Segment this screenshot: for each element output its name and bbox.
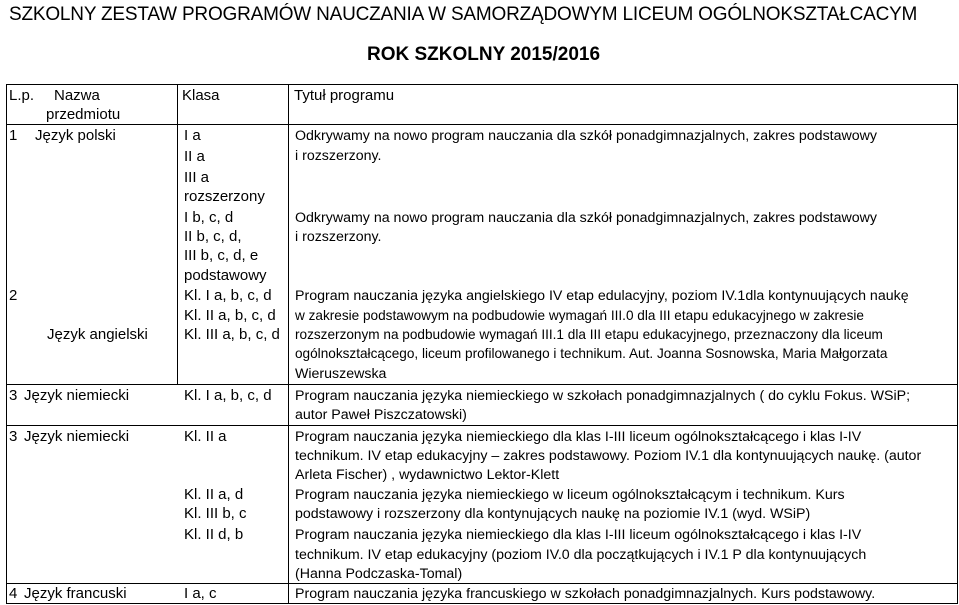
row-number: 3	[9, 428, 18, 445]
table-border-right	[957, 84, 958, 604]
table-row-divider	[6, 384, 958, 385]
class-list-item: II a	[184, 148, 205, 165]
class-list-item: rozszerzony	[184, 188, 265, 205]
column-header-class: Klasa	[182, 87, 220, 104]
column-header-subject-line1: Nazwa	[54, 87, 100, 104]
row-number: 1	[9, 127, 18, 144]
subject-name: Język francuski	[24, 585, 127, 602]
class-list-item: II b, c, d,	[184, 228, 242, 245]
program-title-line: ogólnokształcącego, liceum profilowanego i technikum. Aut. Joanna Sosnowska, Maria Małgorzata	[295, 346, 888, 361]
column-header-subject-line2: przedmiotu	[46, 106, 121, 123]
program-title-line: Odkrywamy na nowo program nauczania dla szkół ponadgimnazjalnych, zakres podstawowy	[295, 128, 877, 144]
program-title-line: i rozszerzony.	[295, 229, 382, 245]
class-list-item: Kl. II a, d	[184, 486, 244, 503]
class-list-item: Kl. III a, b, c, d	[184, 326, 280, 343]
table-row-divider	[6, 425, 958, 426]
program-title-line: Program nauczania języka niemieckiego w szkołach ponadgimnazjalnych ( do cyklu Fokus. WSiP;	[295, 388, 911, 404]
row-number: 3	[9, 387, 18, 404]
class-list-item: III b, c, d, e	[184, 247, 259, 264]
program-title-line: technikum. IV etap edukacyjny – zakres podstawowy. Poziom IV.1 dla kontynuujących naukę. (autor	[295, 448, 922, 464]
class-list-item: I a, c	[184, 585, 217, 602]
table-border-left	[6, 84, 7, 604]
subject-name: Język polski	[35, 127, 116, 144]
column-header-program-title: Tytuł programu	[294, 87, 395, 104]
column-header-lp: L.p.	[9, 87, 35, 104]
table-header-divider	[6, 124, 958, 125]
class-list-item: Kl. I a, b, c, d	[184, 287, 272, 304]
program-title-line: Program nauczania języka niemieckiego w liceum ogólnokształcącym i technikum. Kurs	[295, 487, 845, 503]
program-title-line: Wieruszewska	[295, 366, 387, 382]
class-list-item: I a	[184, 127, 201, 144]
class-list-item: Kl. II d, b	[184, 526, 244, 543]
program-title-line: Program nauczania języka francuskiego w szkołach ponadgimnazjalnych. Kurs podstawowy.	[295, 586, 876, 602]
program-title-line: Arleta Fischer) , wydawnictwo Lektor-Klett	[295, 467, 560, 483]
subject-name: Język angielski	[47, 326, 148, 343]
table-column-divider	[177, 84, 178, 384]
program-title-line: technikum. IV etap edukacyjny (poziom IV.0 dla początkujących i IV.1 P dla kontynuujących	[295, 547, 867, 563]
program-title-line: w zakresie podstawowym na podbudowie wymagań III.0 dla III etapu edukacyjnego w zakresie	[295, 308, 864, 323]
program-title-line: (Hanna Podczaska-Tomal)	[295, 566, 463, 582]
program-title-line: Program nauczania języka angielskiego IV etap edulacyjny, poziom IV.1dla kontynuujących naukę	[295, 288, 909, 304]
class-list-item: Kl. I a, b, c, d	[184, 387, 272, 404]
program-title-line: Program nauczania języka niemieckiego dla klas I-III liceum ogólnokształcącego i klas I-IV	[295, 429, 862, 445]
page-title: SZKOLNY ZESTAW PROGRAMÓW NAUCZANIA W SAMORZĄDOWYM LICEUM OGÓLNOKSZTAŁCACYM	[9, 4, 918, 25]
class-list-item: Kl. II a, b, c, d	[184, 307, 276, 324]
subject-name: Język niemiecki	[24, 387, 130, 404]
program-title-line: Program nauczania języka niemieckiego dla klas I-III liceum ogólnokształcącego i klas I-IV	[295, 527, 862, 543]
class-list-item: I b, c, d	[184, 209, 234, 226]
subject-name: Język niemiecki	[24, 428, 130, 445]
class-list-item: III a	[184, 169, 210, 186]
program-title-line: autor Paweł Piszczatowski)	[295, 407, 467, 423]
row-number: 4	[9, 585, 18, 602]
row-number: 2	[9, 287, 18, 304]
class-list-item: Kl. III b, c	[184, 505, 247, 522]
school-year-subtitle: ROK SZKOLNY 2015/2016	[367, 44, 601, 65]
program-title-line: rozszerzonym na podbudowie wymagań III.1 dla III etapu edukacyjnego, przeznaczony dla liceum	[295, 327, 883, 342]
program-title-line: i rozszerzony.	[295, 148, 382, 164]
program-title-line: Odkrywamy na nowo program nauczania dla szkół ponadgimnazjalnych, zakres podstawowy	[295, 210, 877, 226]
table-border-top	[6, 84, 958, 85]
class-list-item: Kl. II a	[184, 428, 227, 445]
table-column-divider	[288, 84, 289, 604]
class-list-item: podstawowy	[184, 267, 267, 284]
program-title-line: podstawowy i rozszerzony dla kontynujących naukę na poziomie IV.1 (wyd. WSiP)	[295, 506, 811, 522]
